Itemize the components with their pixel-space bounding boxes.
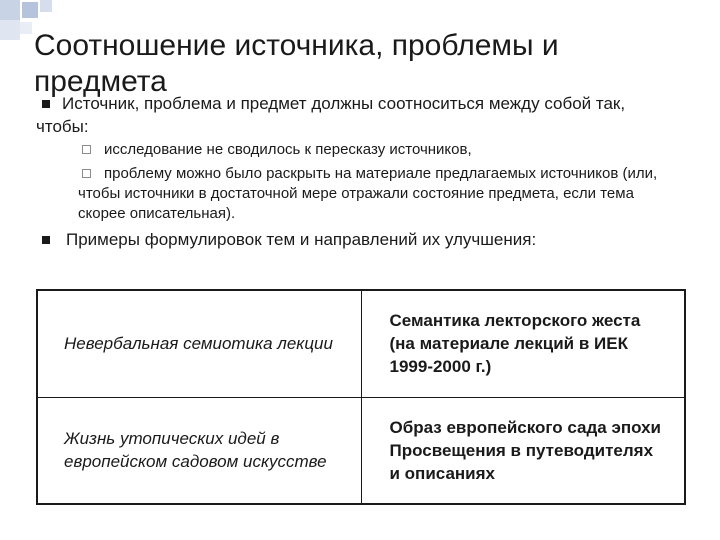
sub-bullet-text: проблему можно было раскрыть на материале предлагаемых источников (или, чтобы источники в достаточной мере отражали состояние предмета, если тема скорее описательная). <box>78 165 658 222</box>
bullet-text: Источник, проблема и предмет должны соотноситься между собой так, чтобы: <box>36 94 626 136</box>
examples-table <box>36 289 686 505</box>
hollow-square-bullet-icon <box>82 145 91 154</box>
table-row <box>37 290 685 397</box>
sub-bullet-item <box>78 140 658 160</box>
decor-square <box>0 20 20 40</box>
square-bullet-icon <box>42 100 50 108</box>
decor-square <box>22 2 38 18</box>
decor-square <box>20 22 32 34</box>
square-bullet-icon <box>42 236 50 244</box>
slide-title: Соотношение источника, проблемы и предмета <box>34 29 559 98</box>
bullet-item <box>36 92 676 138</box>
original-topic-cell: Невербальная семиотика лекции <box>37 290 361 397</box>
bullet-text: Примеры формулировок тем и направлений их улучшения: <box>66 230 537 249</box>
improved-topic-cell: Образ европейского сада эпохи Просвещения в путеводителях и описаниях <box>361 397 685 504</box>
table-row <box>37 397 685 504</box>
decor-square <box>40 0 52 12</box>
sub-bullet-item <box>78 164 658 224</box>
original-topic-cell: Жизнь утопических идей в европейском садовом искусстве <box>37 397 361 504</box>
sub-bullet-text: исследование не сводилось к пересказу источников, <box>104 141 472 158</box>
bullet-item <box>36 228 676 251</box>
hollow-square-bullet-icon <box>82 169 91 178</box>
decor-square <box>0 0 20 20</box>
improved-topic-cell: Семантика лекторского жеста (на материале лекций в ИЕК 1999-2000 г.) <box>361 290 685 397</box>
